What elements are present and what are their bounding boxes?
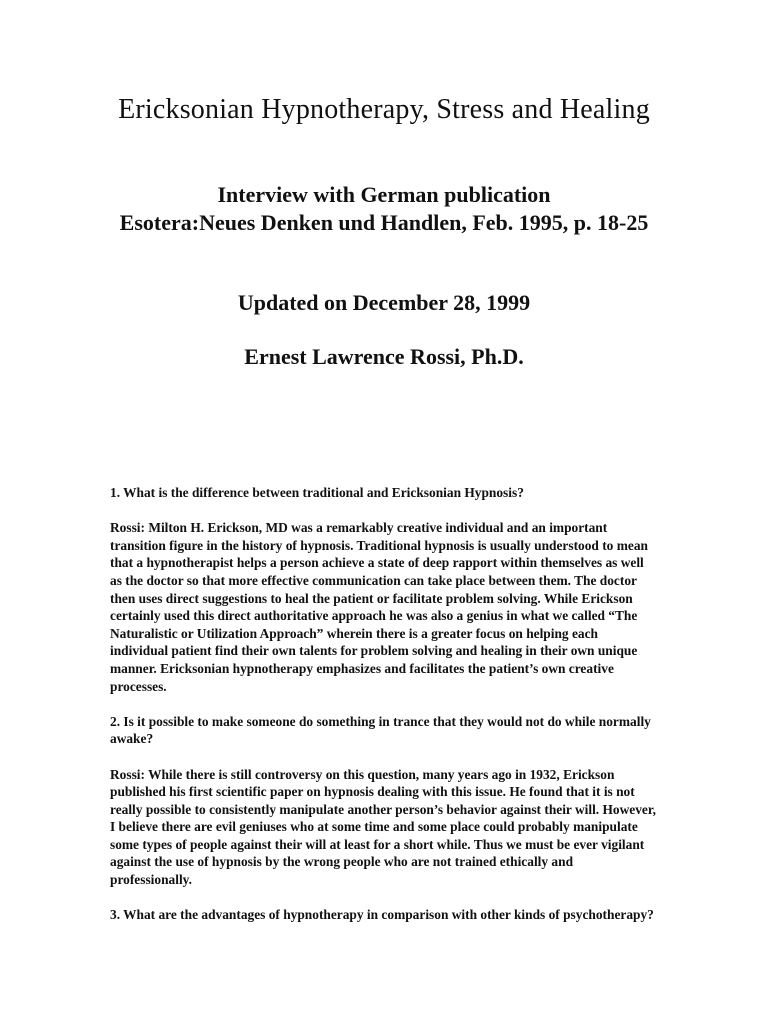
document-title: Ericksonian Hypnotherapy, Stress and Healing (118, 94, 650, 125)
interview-line-1: Interview with German publication (217, 182, 551, 207)
question-2: 2. Is it possible to make someone do something in trance that they would not do while normally awake? (110, 713, 651, 747)
answer-2: Rossi: While there is still controversy on this question, many years ago in 1932, Erickson published his first scientific paper on hypnosis dealing with this issue. He found that it is not really possible to consistently manipulate another person’s behavior against their will. However, I believe there are evil geniuses who at some time and some place could probably manipulate some types of people against their will at least for a short while. Thus we must be ever vigilant against the use of hypnosis by the wrong people who are not trained ethically and professionally. (110, 766, 656, 888)
author-name: Ernest Lawrence Rossi, Ph.D. (244, 344, 524, 369)
interview-info (100, 181, 668, 237)
question-1: 1. What is the difference between traditional and Ericksonian Hypnosis? (110, 485, 524, 500)
document-body (110, 484, 658, 941)
updated-date: Updated on December 28, 1999 (237, 290, 531, 315)
interview-line-2: Esotera:Neues Denken und Handlen, Feb. 1995, p. 18-25 (119, 210, 649, 235)
question-3: 3. What are the advantages of hypnotherapy in comparison with other kinds of psychotherapy? (110, 907, 654, 923)
answer-1: Rossi: Milton H. Erickson, MD was a remarkably creative individual and an important transition figure in the history of hypnosis. Traditional hypnosis is usually understood to mean that a hypnotherapist helps a person achieve a state of deep rapport within themselves as well as the doctor so that more effective communication can take place between them. The doctor then uses direct suggestions to heal the patient or facilitate problem solving. While Erickson certainly used this direct authoritative approach he was also a genius in what we called “The Naturalistic or Utilization Approach” wherein there is a greater focus on helping each individual patient find their own talents for problem solving and healing in their own unique manner. Ericksonian hypnotherapy emphasizes and facilitates the patient’s own creative processes. (110, 520, 648, 694)
